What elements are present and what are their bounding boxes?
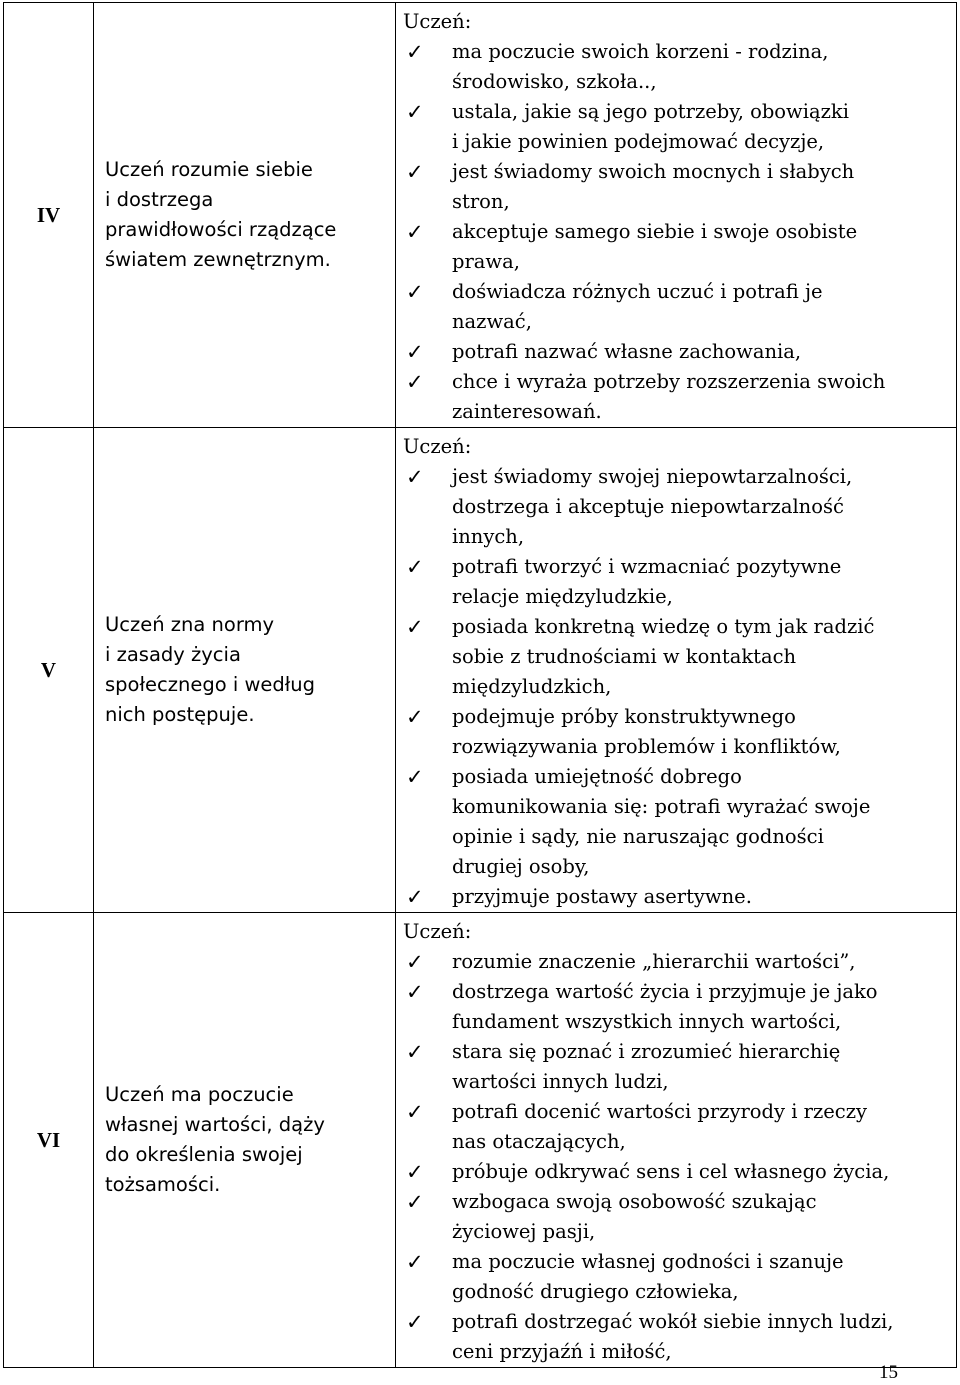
list-item-text: wartości innych ludzi, (452, 1070, 669, 1093)
list-item-text: ma poczucie własnej godności i szanuje (452, 1250, 844, 1273)
outcomes-list (403, 37, 954, 427)
outcomes-list (403, 462, 954, 912)
checkmark-icon: ✓ (406, 705, 424, 729)
list-item-text: środowisko, szkoła.., (452, 70, 657, 93)
list-item (403, 217, 954, 277)
row-description-cell (94, 913, 396, 1368)
list-item-text: fundament wszystkich innych wartości, (452, 1010, 842, 1033)
list-item-text: prawa, (452, 250, 520, 273)
list-item-text: chce i wyraża potrzeby rozszerzenia swoich (452, 370, 886, 393)
outcomes-list (403, 947, 954, 1367)
checkmark-icon: ✓ (406, 1310, 424, 1334)
list-item-text: zainteresowań. (452, 400, 602, 423)
list-item (403, 1307, 954, 1367)
list-item-text: przyjmuje postawy asertywne. (452, 885, 752, 908)
list-item (403, 1097, 954, 1157)
list-item (403, 337, 954, 367)
list-item-text: potrafi docenić wartości przyrody i rzeczy (452, 1100, 868, 1123)
checkmark-icon: ✓ (406, 1100, 424, 1124)
list-item-text: posiada konkretną wiedzę o tym jak radzić (452, 615, 875, 638)
list-item (403, 157, 954, 217)
checkmark-icon: ✓ (406, 885, 424, 909)
row-description-line: i zasady życia (105, 643, 241, 666)
row-description-line: i dostrzega (105, 188, 214, 211)
list-item (403, 1157, 954, 1187)
list-item-text: i jakie powinien podejmować decyzje, (452, 130, 825, 153)
list-item-text: potrafi dostrzegać wokół siebie innych ludzi, (452, 1310, 894, 1333)
page-number: 15 (879, 1362, 898, 1383)
checkmark-icon: ✓ (406, 280, 424, 304)
outcomes-block (403, 913, 954, 1367)
list-item (403, 552, 954, 612)
row-description-line: światem zewnętrznym. (105, 248, 331, 271)
checkmark-icon: ✓ (406, 220, 424, 244)
list-item-text: dostrzega wartość życia i przyjmuje je jako (452, 980, 878, 1003)
list-item-text: potrafi nazwać własne zachowania, (452, 340, 802, 363)
table-row (4, 428, 957, 913)
row-description-line: do określenia swojej (105, 1143, 303, 1166)
list-item (403, 762, 954, 882)
row-description-cell (94, 428, 396, 913)
list-item (403, 702, 954, 762)
list-item (403, 1187, 954, 1247)
list-item-text: sobie z trudnościami w kontaktach (452, 645, 797, 668)
checkmark-icon: ✓ (406, 1040, 424, 1064)
list-item-text: posiada umiejętność dobrego (452, 765, 742, 788)
list-item (403, 367, 954, 427)
row-description-cell (94, 3, 396, 428)
row-description-line: społecznego i według (105, 673, 316, 696)
list-item (403, 1037, 954, 1097)
outcomes-heading: Uczeń: (403, 920, 472, 943)
list-item-text: wzbogaca swoją osobowość szukając (452, 1190, 817, 1213)
checkmark-icon: ✓ (406, 615, 424, 639)
row-outcomes-cell (396, 3, 957, 428)
list-item-text: stara się poznać i zrozumieć hierarchię (452, 1040, 841, 1063)
checkmark-icon: ✓ (406, 1160, 424, 1184)
row-number: IV (36, 202, 61, 227)
row-description-line: tożsamości. (105, 1173, 221, 1196)
row-description-line: Uczeń ma poczucie (105, 1083, 294, 1106)
outcomes-block (403, 428, 954, 912)
list-item (403, 97, 954, 157)
list-item (403, 882, 954, 912)
goals-table-body (4, 3, 957, 1368)
row-description-line: Uczeń rozumie siebie (105, 158, 313, 181)
list-item (403, 977, 954, 1037)
row-description-line: Uczeń zna normy (105, 613, 275, 636)
list-item-text: godność drugiego człowieka, (452, 1280, 739, 1303)
list-item-text: potrafi tworzyć i wzmacniać pozytywne (452, 555, 842, 578)
checkmark-icon: ✓ (406, 950, 424, 974)
outcomes-block (403, 3, 954, 427)
list-item-text: drugiej osoby, (452, 855, 590, 878)
checkmark-icon: ✓ (406, 160, 424, 184)
row-description-line: prawidłowości rządzące (105, 218, 337, 241)
checkmark-icon: ✓ (406, 765, 424, 789)
list-item (403, 37, 954, 97)
checkmark-icon: ✓ (406, 465, 424, 489)
checkmark-icon: ✓ (406, 100, 424, 124)
list-item-text: komunikowania się: potrafi wyrażać swoje (452, 795, 871, 818)
row-number-cell (4, 913, 94, 1368)
row-outcomes-cell (396, 913, 957, 1368)
list-item-text: rozumie znaczenie „hierarchii wartości”, (452, 950, 856, 973)
outcomes-heading: Uczeń: (403, 10, 472, 33)
list-item-text: opinie i sądy, nie naruszając godności (452, 825, 824, 848)
list-item-text: nas otaczających, (452, 1130, 626, 1153)
checkmark-icon: ✓ (406, 980, 424, 1004)
list-item-text: nazwać, (452, 310, 532, 333)
outcomes-heading: Uczeń: (403, 435, 472, 458)
list-item (403, 277, 954, 337)
list-item (403, 462, 954, 552)
checkmark-icon: ✓ (406, 40, 424, 64)
row-description-line: własnej wartości, dąży (105, 1113, 325, 1136)
goals-table (3, 2, 957, 1368)
list-item-text: rozwiązywania problemów i konfliktów, (452, 735, 841, 758)
list-item (403, 947, 954, 977)
row-number: V (40, 657, 57, 682)
list-item-text: jest świadomy swojej niepowtarzalności, (452, 465, 853, 488)
checkmark-icon: ✓ (406, 1190, 424, 1214)
checkmark-icon: ✓ (406, 1250, 424, 1274)
list-item-text: doświadcza różnych uczuć i potrafi je (452, 280, 823, 303)
row-number-cell (4, 428, 94, 913)
checkmark-icon: ✓ (406, 370, 424, 394)
list-item (403, 612, 954, 702)
table-row (4, 3, 957, 428)
list-item-text: relacje międzyludzkie, (452, 585, 673, 608)
list-item-text: ustala, jakie są jego potrzeby, obowiązki (452, 100, 849, 123)
list-item-text: życiowej pasji, (452, 1220, 596, 1243)
checkmark-icon: ✓ (406, 340, 424, 364)
list-item-text: jest świadomy swoich mocnych i słabych (452, 160, 855, 183)
list-item-text: dostrzega i akceptuje niepowtarzalność (452, 495, 844, 518)
list-item-text: ceni przyjaźń i miłość, (452, 1340, 672, 1363)
row-number: VI (36, 1127, 61, 1152)
list-item-text: międzyludzkich, (452, 675, 612, 698)
list-item-text: stron, (452, 190, 510, 213)
table-row (4, 913, 957, 1368)
row-number-cell (4, 3, 94, 428)
list-item (403, 1247, 954, 1307)
row-outcomes-cell (396, 428, 957, 913)
list-item-text: ma poczucie swoich korzeni - rodzina, (452, 40, 829, 63)
checkmark-icon: ✓ (406, 555, 424, 579)
row-description-line: nich postępuje. (105, 703, 255, 726)
list-item-text: próbuje odkrywać sens i cel własnego życia, (452, 1160, 890, 1183)
list-item-text: akceptuje samego siebie i swoje osobiste (452, 220, 858, 243)
list-item-text: innych, (452, 525, 525, 548)
list-item-text: podejmuje próby konstruktywnego (452, 705, 796, 728)
